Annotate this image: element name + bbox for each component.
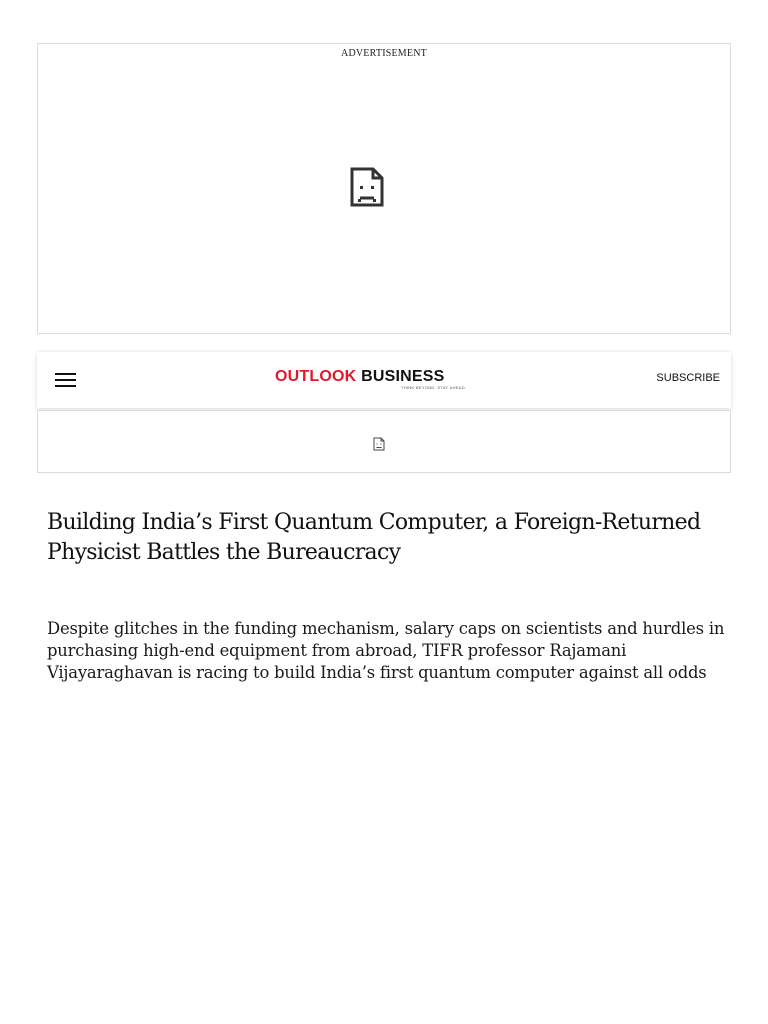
broken-page-icon (373, 437, 385, 451)
logo-tagline: THINK BEYOND. STAY AHEAD. (401, 385, 467, 390)
subscribe-link[interactable]: SUBSCRIBE (656, 372, 720, 384)
advertisement-label: ADVERTISEMENT (341, 48, 427, 59)
site-logo[interactable] (275, 368, 475, 394)
logo-word-outlook: OUTLOOK (275, 368, 357, 385)
top-advertisement-slot (37, 43, 731, 334)
hamburger-menu-icon[interactable] (55, 371, 77, 389)
article-summary: Despite glitches in the funding mechanism, salary caps on scientists and hurdles in purchasing high-end equipment from abroad, TIFR professor Rajamani Vijayaraghavan is racing to build India’s first quantum computer against all odds (47, 619, 725, 682)
article-headline: Building India’s First Quantum Computer, a Foreign-Returned Physicist Battles the Bureaucracy (47, 510, 701, 565)
logo-wordmark (275, 368, 475, 386)
second-advertisement-slot (37, 410, 731, 473)
broken-page-icon (349, 167, 385, 207)
logo-word-business: BUSINESS (361, 368, 445, 385)
site-header (37, 352, 731, 408)
